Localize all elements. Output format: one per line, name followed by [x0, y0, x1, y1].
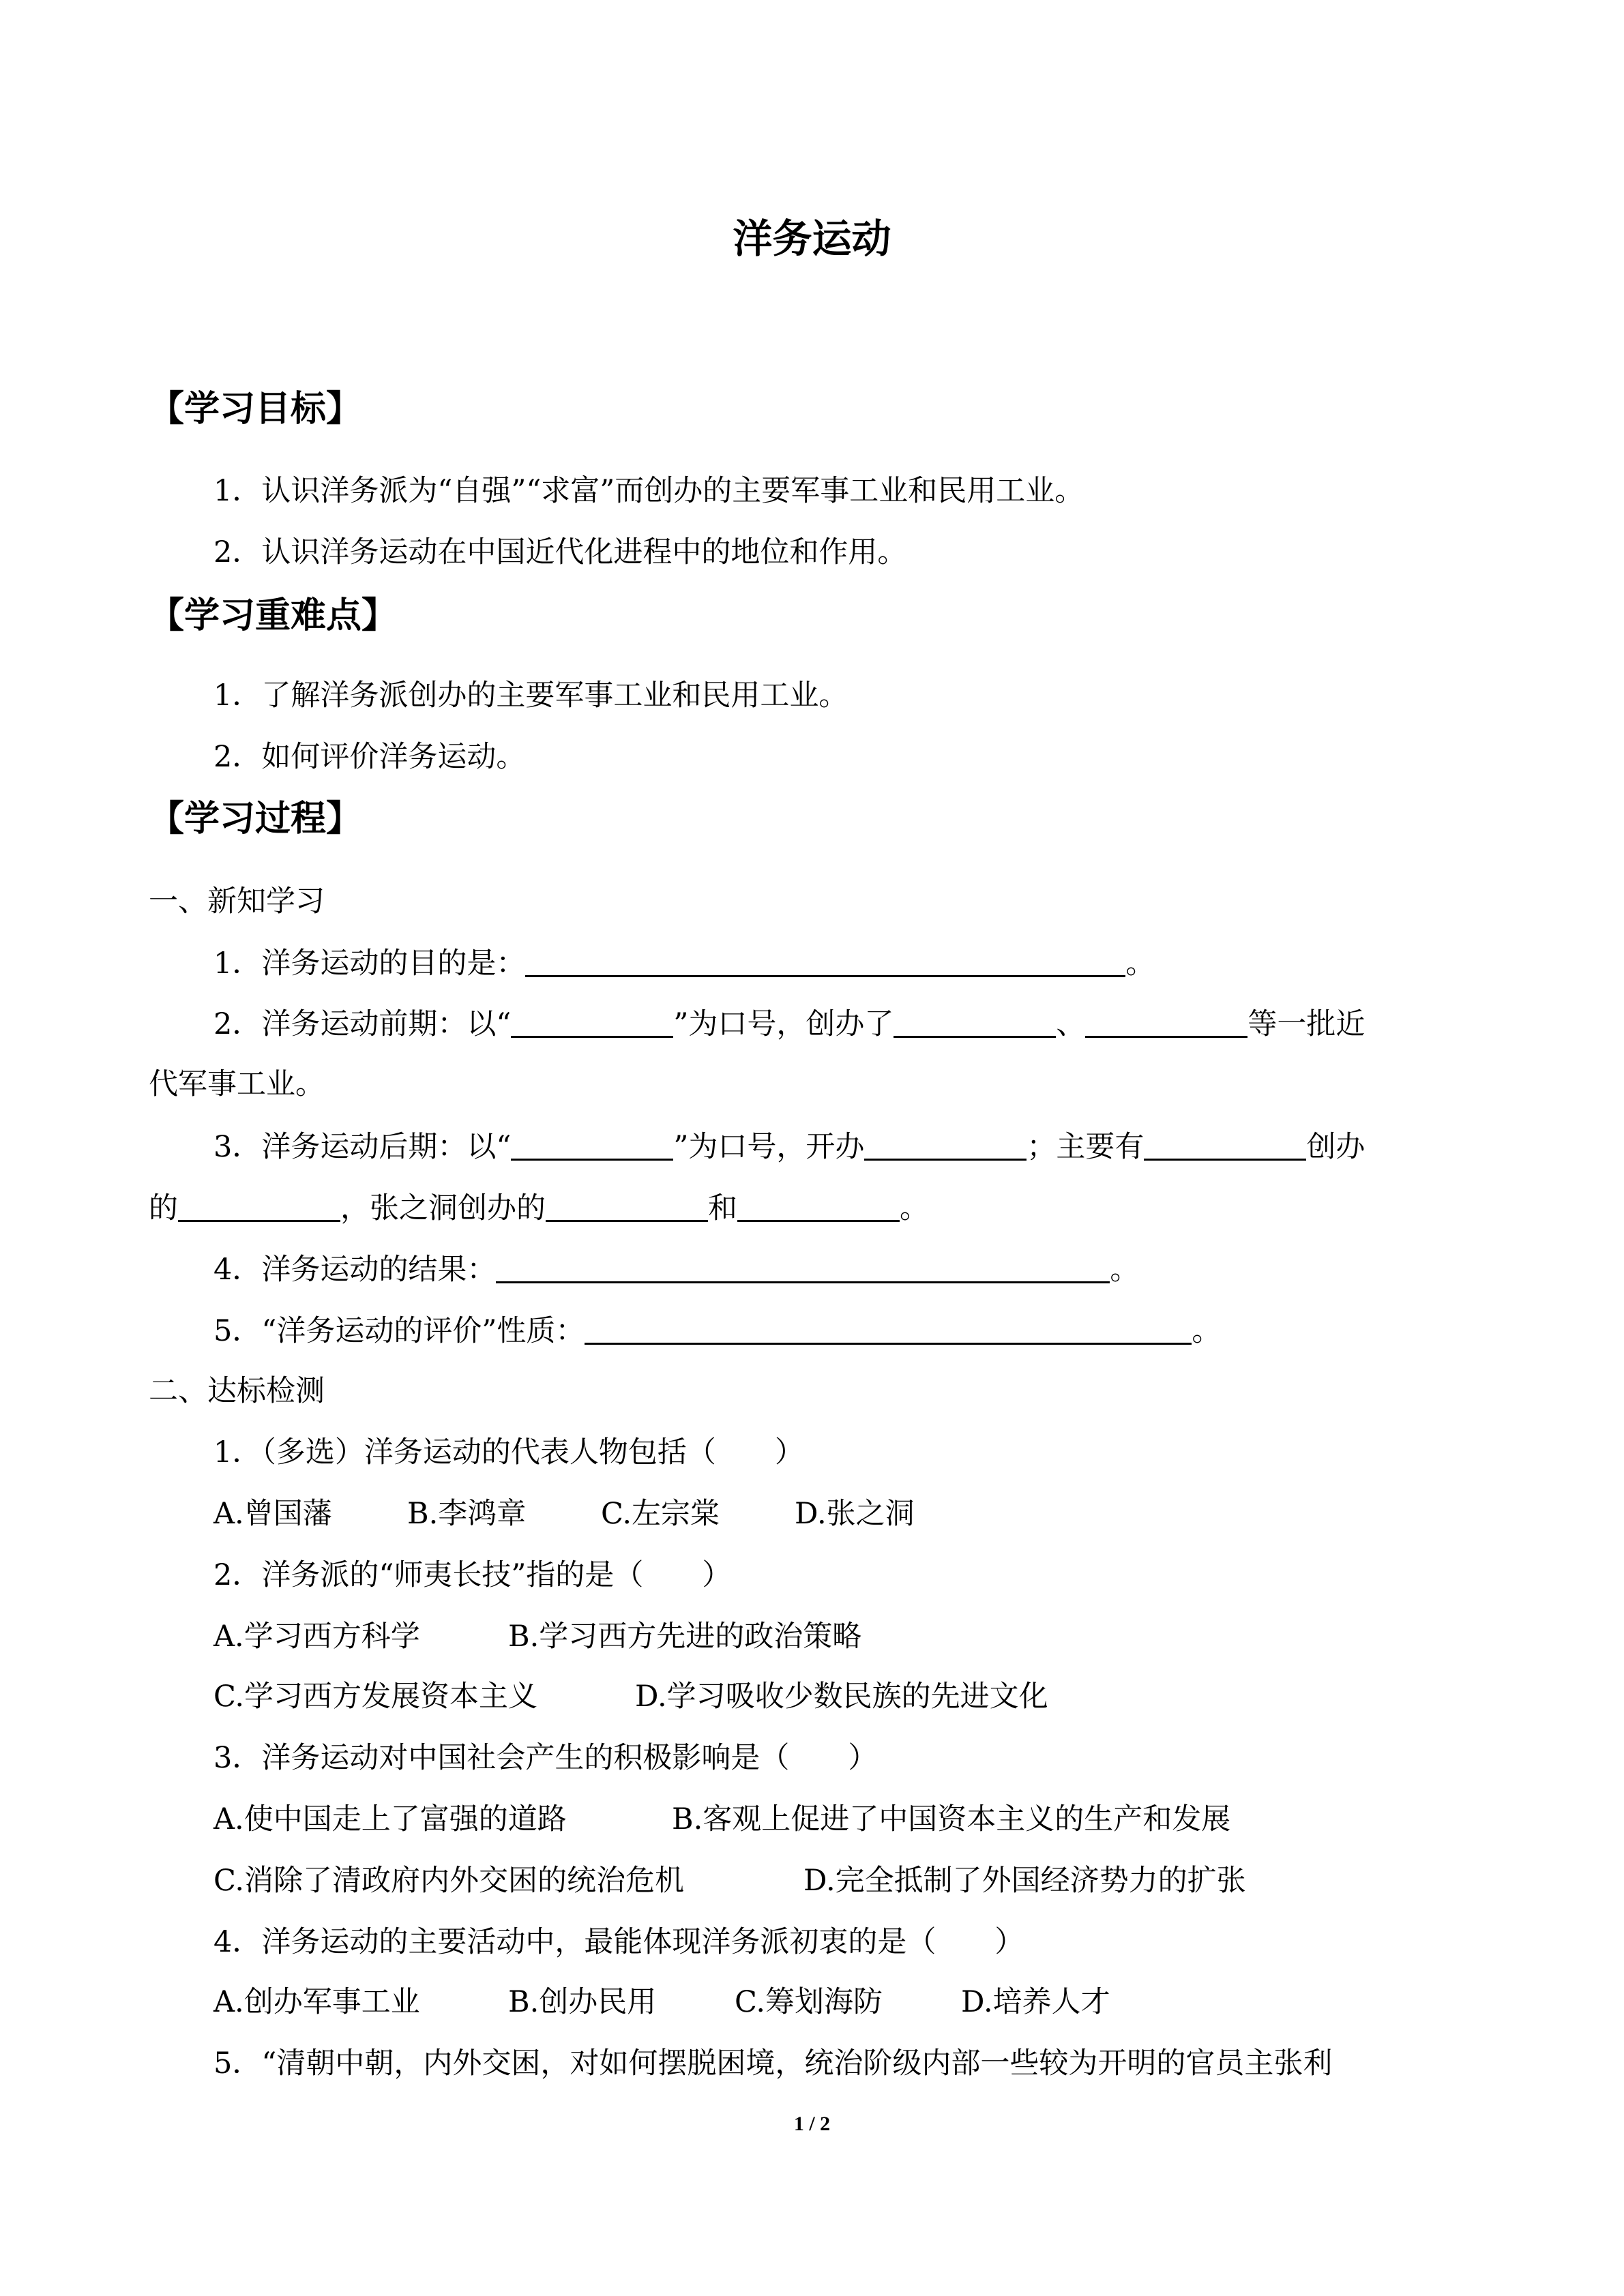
mc-question-5-stem: 5．“清朝中朝，内外交困，对如何摆脱困境，统治阶级内部一些较为开明的官员主张利	[213, 2046, 1333, 2081]
q3-text-d: 创办	[1306, 1130, 1365, 1164]
q1-option-b[interactable]: B.李鸿章	[407, 1497, 527, 1531]
q1-option-d[interactable]: D.张之洞	[795, 1497, 915, 1531]
q2-continuation: 代军事工业。	[149, 1067, 325, 1101]
q3-blank-1[interactable]	[864, 1127, 1027, 1161]
q3-blank-slogan[interactable]	[511, 1127, 673, 1161]
q2-blank-2[interactable]	[1085, 1004, 1247, 1038]
q3-option-a[interactable]: A.使中国走上了富强的道路	[213, 1802, 567, 1836]
key-point-item-1: 1．了解洋务派创办的主要军事工业和民用工业。	[213, 679, 848, 713]
mc-question-4-options	[213, 1982, 1110, 2023]
q5-end: 。	[1192, 1314, 1222, 1348]
q1-option-a[interactable]: A.曾国藩	[213, 1497, 332, 1531]
q3-cont-b: ，张之洞创办的	[340, 1191, 546, 1225]
q4-option-a[interactable]: A.创办军事工业	[213, 1985, 420, 2019]
fill-question-3	[213, 1127, 1365, 1167]
fill-question-1	[213, 943, 1155, 984]
q3-blank-2[interactable]	[1144, 1127, 1306, 1161]
q1-end: 。	[1125, 946, 1155, 981]
q3-text-b: ”为口号，开办	[673, 1130, 865, 1164]
q4-end: 。	[1110, 1253, 1140, 1287]
page-number: 1 / 2	[793, 2113, 831, 2135]
q2-text-c: 、	[1056, 1007, 1086, 1041]
q2-blank-slogan[interactable]	[511, 1004, 673, 1038]
mc-question-3-options-row-1	[213, 1799, 1230, 1840]
q2-option-b[interactable]: B.学习西方先进的政治策略	[508, 1620, 862, 1654]
q3-continuation	[149, 1188, 929, 1229]
q1-text: 1．洋务运动的目的是：	[213, 946, 526, 981]
q1-option-c[interactable]: C.左宗棠	[601, 1497, 720, 1531]
mc-question-4-stem: 4．洋务运动的主要活动中，最能体现洋务派初衷的是（ ）	[213, 1925, 1024, 1959]
q3-option-c[interactable]: C.消除了清政府内外交困的统治危机	[213, 1864, 685, 1898]
goal-item-2: 2．认识洋务运动在中国近代化进程中的地位和作用。	[213, 535, 907, 569]
fill-question-4	[213, 1249, 1139, 1290]
q4-text: 4．洋务运动的结果：	[213, 1253, 497, 1287]
q3-option-d[interactable]: D.完全抵制了外国经济势力的扩张	[803, 1864, 1246, 1898]
mc-question-3-options-row-2	[213, 1860, 1246, 1901]
q3-text-a: 3．洋务运动后期：以“	[213, 1130, 512, 1164]
page-title: 洋务运动	[733, 215, 891, 262]
q2-option-a[interactable]: A.学习西方科学	[213, 1620, 420, 1654]
q4-blank[interactable]	[496, 1250, 1110, 1283]
q2-text-d: 等一批近	[1247, 1007, 1365, 1041]
q3-cont-c: 和	[708, 1191, 737, 1225]
mc-question-1-stem: 1．（多选）洋务运动的代表人物包括（ ）	[213, 1435, 804, 1470]
fill-question-2	[213, 1004, 1365, 1045]
goal-item-1: 1．认识洋务派为“自强”“求富”而创办的主要军事工业和民用工业。	[213, 474, 1084, 508]
q1-blank[interactable]	[525, 944, 1125, 977]
q5-text: 5．“洋务运动的评价”性质：	[213, 1314, 585, 1348]
q5-blank[interactable]	[585, 1311, 1192, 1345]
q4-option-c[interactable]: C.筹划海防	[735, 1985, 883, 2019]
q3-cont-a: 的	[149, 1191, 178, 1225]
q4-option-d[interactable]: D.培养人才	[961, 1985, 1110, 2019]
mc-question-3-stem: 3．洋务运动对中国社会产生的积极影响是（ ）	[213, 1741, 878, 1775]
q2-text-b: ”为口号，创办了	[673, 1007, 894, 1041]
part2-heading: 二、达标检测	[149, 1374, 325, 1408]
part1-heading: 一、新知学习	[149, 884, 325, 919]
section-heading-goals: 【学习目标】	[149, 389, 362, 430]
mc-question-2-options-row-1	[213, 1616, 861, 1657]
section-heading-process: 【学习过程】	[149, 799, 362, 839]
q2-blank-1[interactable]	[894, 1004, 1056, 1038]
mc-question-2-stem: 2．洋务派的“师夷长技”指的是（ ）	[213, 1558, 732, 1592]
mc-question-1-options	[213, 1493, 915, 1534]
q3-blank-4[interactable]	[546, 1189, 708, 1222]
fill-question-5	[213, 1311, 1221, 1352]
section-heading-key-points: 【学习重难点】	[149, 595, 398, 636]
q2-text-a: 2．洋务运动前期：以“	[213, 1007, 512, 1041]
q3-text-c: ；主要有	[1027, 1130, 1145, 1164]
q3-blank-3[interactable]	[178, 1189, 340, 1222]
q4-option-b[interactable]: B.创办民用	[508, 1985, 657, 2019]
q3-cont-d: 。	[900, 1191, 929, 1225]
key-point-item-2: 2．如何评价洋务运动。	[213, 740, 526, 774]
q3-blank-5[interactable]	[737, 1189, 900, 1222]
mc-question-2-options-row-2	[213, 1676, 1048, 1717]
q2-option-c[interactable]: C.学习西方发展资本主义	[213, 1680, 538, 1714]
q2-option-d[interactable]: D.学习吸收少数民族的先进文化	[635, 1680, 1048, 1714]
q3-option-b[interactable]: B.客观上促进了中国资本主义的生产和发展	[672, 1802, 1231, 1836]
